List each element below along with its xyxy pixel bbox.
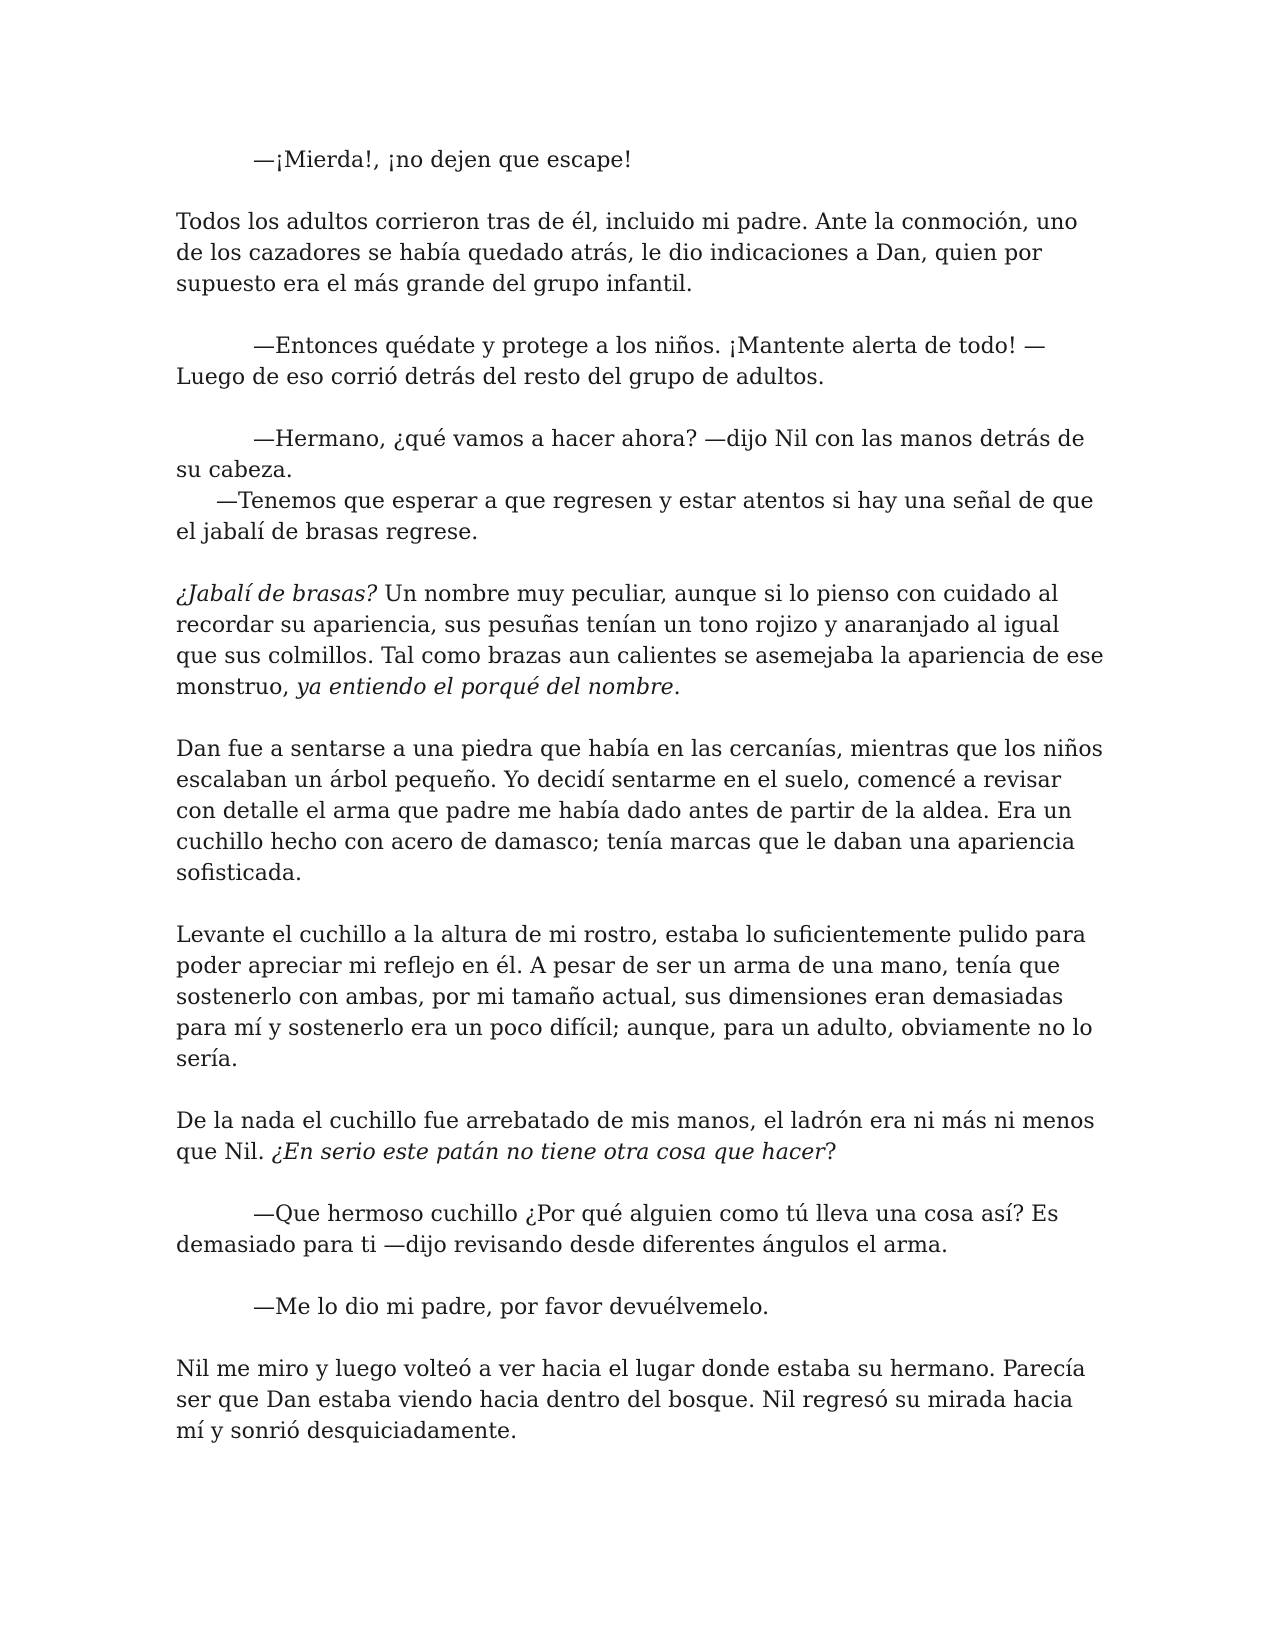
dialogue-paragraph: —¡Mierda!, ¡no dejen que escape! bbox=[253, 148, 633, 173]
paragraph-gap bbox=[176, 300, 1106, 331]
paragraph-gap bbox=[176, 1323, 1106, 1354]
paragraph-gap bbox=[176, 703, 1106, 734]
paragraph-text: Un nombre muy peculiar, aunque si lo pienso con cuidado al recordar su apariencia, sus pesuñas tenían un tono rojizo y anaranjado al igual que sus colmillos. Tal como brazas aun calientes se asemejaba la apariencia de ese monstruo, bbox=[176, 582, 1104, 700]
paragraph-text: ? bbox=[824, 1140, 837, 1165]
dialogue-paragraph: —Hermano, ¿qué vamos a hacer ahora? —dijo Nil con las manos detrás de su cabeza. bbox=[176, 427, 1085, 483]
body-text bbox=[176, 145, 1106, 1447]
italic-thought: ¿En serio este patán no tiene otra cosa que hacer bbox=[271, 1140, 825, 1165]
italic-thought: ¿Jabalí de brasas? bbox=[176, 582, 378, 607]
paragraph-gap bbox=[176, 889, 1106, 920]
dialogue-paragraph: —Tenemos que esperar a que regresen y estar atentos si hay una señal de que el jabalí de brasas regrese. bbox=[176, 489, 1094, 545]
paragraph-text: . bbox=[673, 675, 681, 700]
paragraph-gap bbox=[176, 1261, 1106, 1292]
italic-thought: ya entiendo el porqué del nombre bbox=[296, 675, 674, 700]
dialogue-paragraph: —Entonces quédate y protege a los niños. ¡Mantente alerta de todo! —Luego de eso corrió detrás del resto del grupo de adultos. bbox=[176, 334, 1046, 390]
dialogue-paragraph: —Me lo dio mi padre, por favor devuélvemelo. bbox=[253, 1295, 770, 1320]
paragraph-gap bbox=[176, 176, 1106, 207]
narrative-paragraph bbox=[176, 1106, 1106, 1168]
paragraph-text: De la nada el cuchillo fue arrebatado de mis manos, el ladrón era ni más ni menos que Nil. bbox=[176, 1109, 1095, 1165]
paragraph-gap bbox=[176, 1168, 1106, 1199]
dialogue-paragraph: —Que hermoso cuchillo ¿Por qué alguien como tú lleva una cosa así? Es demasiado para ti —dijo revisando desde diferentes ángulos el arma. bbox=[176, 1202, 1059, 1258]
narrative-paragraph: Nil me miro y luego volteó a ver hacia el lugar donde estaba su hermano. Parecía ser que Dan estaba viendo hacia dentro del bosque. Nil regresó su mirada hacia mí y sonrió desquiciadamente. bbox=[176, 1357, 1086, 1444]
paragraph-gap bbox=[176, 1075, 1106, 1106]
paragraph-gap bbox=[176, 393, 1106, 424]
narrative-paragraph: Todos los adultos corrieron tras de él, incluido mi padre. Ante la conmoción, uno de los cazadores se había quedado atrás, le dio indicaciones a Dan, quien por supuesto era el más grande del grupo infantil. bbox=[176, 210, 1078, 297]
paragraph-gap bbox=[176, 548, 1106, 579]
narrative-paragraph: Dan fue a sentarse a una piedra que había en las cercanías, mientras que los niños escalaban un árbol pequeño. Yo decidí sentarme en el suelo, comencé a revisar con detalle el arma que padre me había dado antes de partir de la aldea. Era un cuchillo hecho con acero de damasco; tenía marcas que le daban una apariencia sofisticada. bbox=[176, 737, 1103, 886]
narrative-paragraph: Levante el cuchillo a la altura de mi rostro, estaba lo suficientemente pulido para poder apreciar mi reflejo en él. A pesar de ser un arma de una mano, tenía que sostenerlo con ambas, por mi tamaño actual, sus dimensiones eran demasiadas para mí y sostenerlo era un poco difícil; aunque, para un adulto, obviamente no lo sería. bbox=[176, 923, 1093, 1072]
narrative-paragraph bbox=[176, 579, 1106, 703]
